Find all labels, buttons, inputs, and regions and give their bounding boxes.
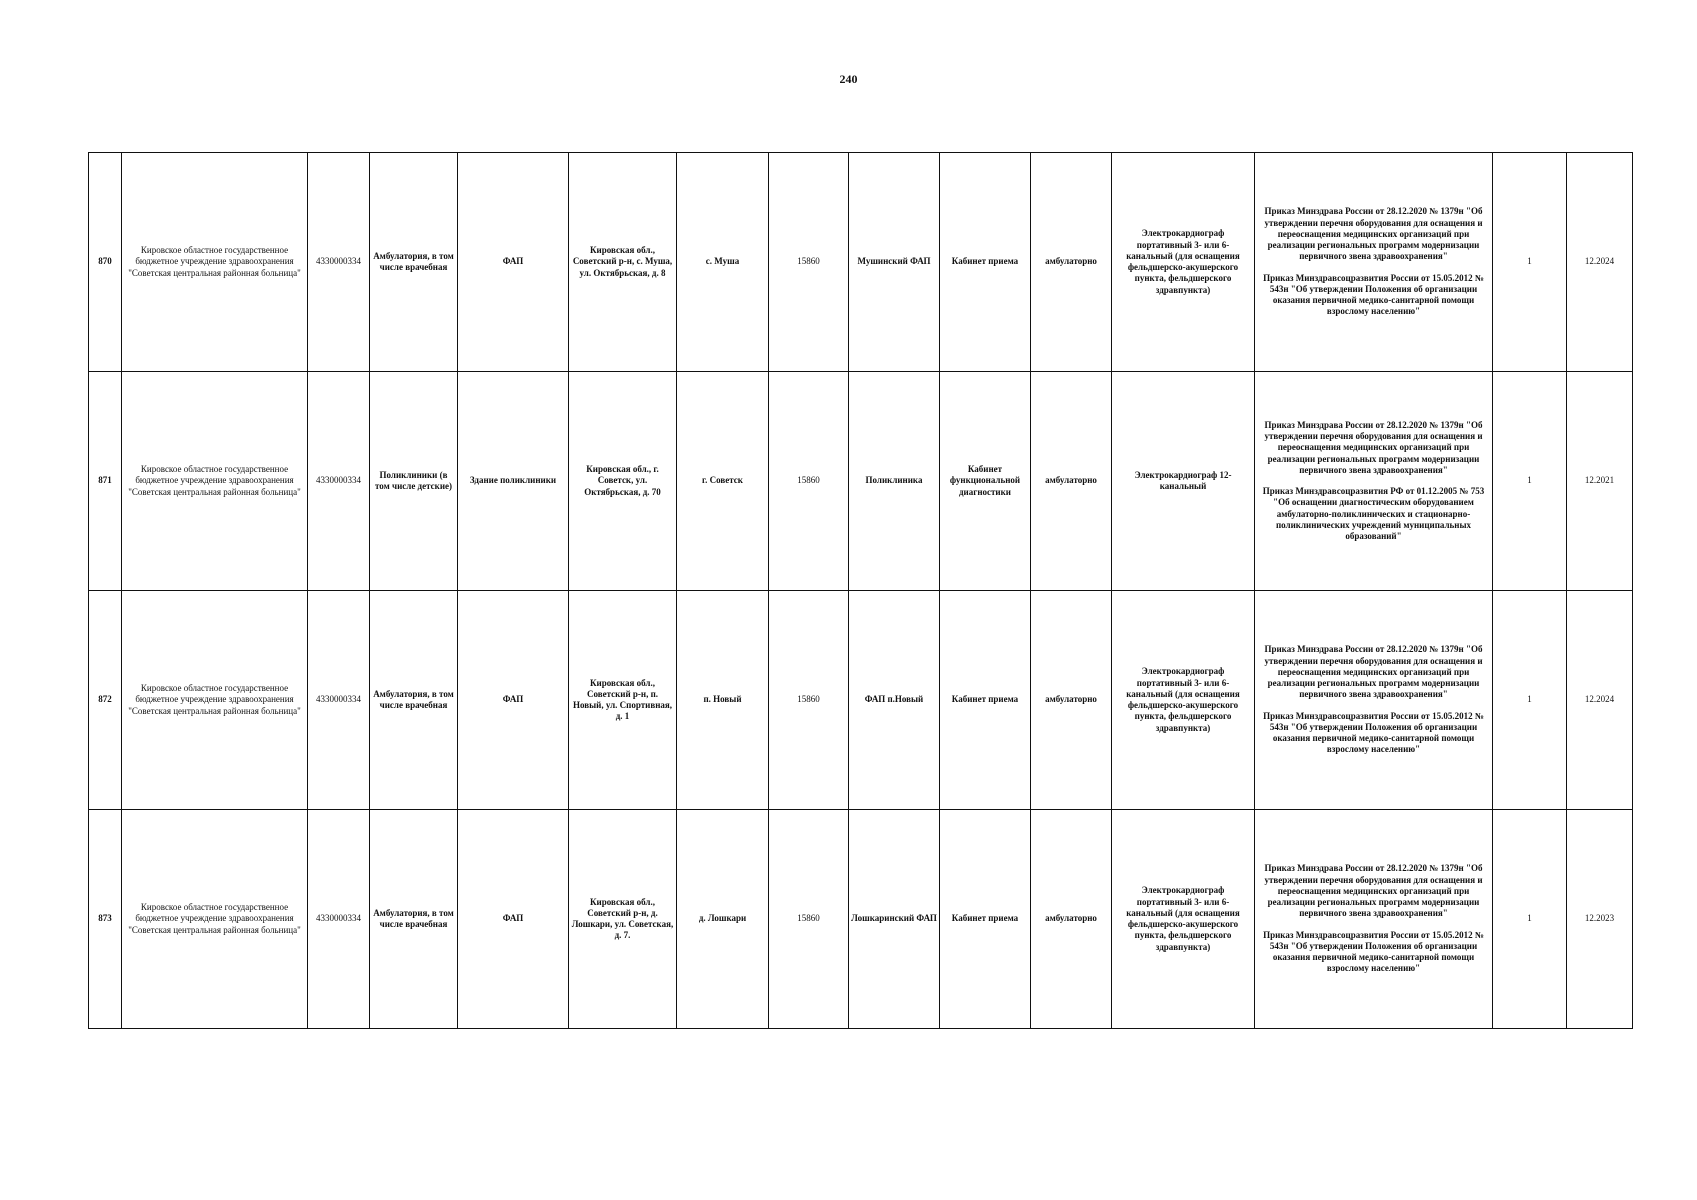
equipment-table	[88, 152, 1633, 1029]
legal-basis-1: Приказ Минздрава России от 28.12.2020 № 1379н "Об утверждении перечня оборудования для оснащения и переоснащения медицинских организаций при реализации региональных программ модернизации первичного звена здравоохранения"	[1264, 206, 1483, 262]
settlement-cell: г. Советск	[677, 372, 769, 591]
population-cell: 15860	[769, 153, 849, 372]
room-cell: Кабинет приема	[940, 153, 1031, 372]
settlement-cell: с. Муша	[677, 153, 769, 372]
date-cell: 12.2021	[1567, 372, 1633, 591]
building-cell: ФАП	[458, 810, 569, 1029]
facility-cell: Лошкаринский ФАП	[849, 810, 940, 1029]
address-cell: Кировская обл., Советский р-н, п. Новый, ул. Спортивная, д. 1	[569, 591, 677, 810]
room-cell: Кабинет функциональной диагностики	[940, 372, 1031, 591]
legal-basis-1: Приказ Минздрава России от 28.12.2020 № 1379н "Об утверждении перечня оборудования для оснащения и переоснащения медицинских организаций при реализации региональных программ модернизации первичного звена здравоохранения"	[1264, 419, 1483, 475]
address-cell: Кировская обл., г. Советск, ул. Октябрьская, д. 70	[569, 372, 677, 591]
division-type-cell: Амбулатория, в том числе врачебная	[370, 153, 458, 372]
inn-cell: 4330000334	[308, 372, 370, 591]
organization-cell: Кировское областное государственное бюджетное учреждение здравоохранения "Советская центральная районная больница"	[122, 372, 308, 591]
legal-basis-2: Приказ Минздравсоцразвития России от 15.05.2012 № 543н "Об утверждении Положения об организации оказания первичной медико-санитарной помощи взрослому населению"	[1263, 929, 1484, 974]
facility-cell: Поликлиника	[849, 372, 940, 591]
facility-cell: Мушинский ФАП	[849, 153, 940, 372]
legal-basis-1: Приказ Минздрава России от 28.12.2020 № 1379н "Об утверждении перечня оборудования для оснащения и переоснащения медицинских организаций при реализации региональных программ модернизации первичного звена здравоохранения"	[1264, 863, 1483, 919]
date-cell: 12.2024	[1567, 591, 1633, 810]
legal-basis-2: Приказ Минздравсоцразвития РФ от 01.12.2005 № 753 "Об оснащении диагностическим оборудованием амбулаторно-поликлинических и стационарно-поликлинических учреждений муниципальных образований"	[1262, 486, 1485, 541]
building-cell: ФАП	[458, 153, 569, 372]
inn-cell: 4330000334	[308, 153, 370, 372]
quantity-cell: 1	[1493, 810, 1567, 1029]
address-cell: Кировская обл., Советский р-н, с. Муша, ул. Октябрьская, д. 8	[569, 153, 677, 372]
table-row	[89, 153, 1633, 372]
care-condition-cell: амбулаторно	[1031, 810, 1112, 1029]
legal-basis-cell	[1255, 591, 1493, 810]
row-number: 871	[89, 372, 122, 591]
legal-basis-cell	[1255, 810, 1493, 1029]
equipment-cell: Электрокардиограф 12-канальный	[1112, 372, 1255, 591]
row-number: 873	[89, 810, 122, 1029]
division-type-cell: Поликлиники (в том числе детские)	[370, 372, 458, 591]
equipment-cell: Электрокардиограф портативный 3- или 6-канальный (для оснащения фельдшерско-акушерского пункта, фельдшерского здравпункта)	[1112, 153, 1255, 372]
population-cell: 15860	[769, 591, 849, 810]
care-condition-cell: амбулаторно	[1031, 591, 1112, 810]
table-row	[89, 372, 1633, 591]
room-cell: Кабинет приема	[940, 591, 1031, 810]
row-number: 870	[89, 153, 122, 372]
building-cell: Здание поликлиники	[458, 372, 569, 591]
quantity-cell: 1	[1493, 153, 1567, 372]
settlement-cell: п. Новый	[677, 591, 769, 810]
quantity-cell: 1	[1493, 372, 1567, 591]
building-cell: ФАП	[458, 591, 569, 810]
address-cell: Кировская обл., Советский р-н, д. Лошкари, ул. Советская, д. 7.	[569, 810, 677, 1029]
quantity-cell: 1	[1493, 591, 1567, 810]
legal-basis-cell	[1255, 153, 1493, 372]
organization-cell: Кировское областное государственное бюджетное учреждение здравоохранения "Советская центральная районная больница"	[122, 810, 308, 1029]
division-type-cell: Амбулатория, в том числе врачебная	[370, 810, 458, 1029]
row-number: 872	[89, 591, 122, 810]
legal-basis-2: Приказ Минздравсоцразвития России от 15.05.2012 № 543н "Об утверждении Положения об организации оказания первичной медико-санитарной помощи взрослому населению"	[1263, 710, 1484, 755]
table-row	[89, 810, 1633, 1029]
equipment-cell: Электрокардиограф портативный 3- или 6-канальный (для оснащения фельдшерско-акушерского пункта, фельдшерского здравпункта)	[1112, 591, 1255, 810]
settlement-cell: д. Лошкари	[677, 810, 769, 1029]
equipment-cell: Электрокардиограф портативный 3- или 6-канальный (для оснащения фельдшерско-акушерского пункта, фельдшерского здравпункта)	[1112, 810, 1255, 1029]
inn-cell: 4330000334	[308, 591, 370, 810]
facility-cell: ФАП п.Новый	[849, 591, 940, 810]
inn-cell: 4330000334	[308, 810, 370, 1029]
population-cell: 15860	[769, 372, 849, 591]
date-cell: 12.2024	[1567, 153, 1633, 372]
organization-cell: Кировское областное государственное бюджетное учреждение здравоохранения "Советская центральная районная больница"	[122, 591, 308, 810]
legal-basis-cell	[1255, 372, 1493, 591]
care-condition-cell: амбулаторно	[1031, 372, 1112, 591]
population-cell: 15860	[769, 810, 849, 1029]
room-cell: Кабинет приема	[940, 810, 1031, 1029]
page-number: 240	[839, 72, 858, 86]
legal-basis-2: Приказ Минздравсоцразвития России от 15.05.2012 № 543н "Об утверждении Положения об организации оказания первичной медико-санитарной помощи взрослому населению"	[1263, 272, 1484, 317]
table-row	[89, 591, 1633, 810]
organization-cell: Кировское областное государственное бюджетное учреждение здравоохранения "Советская центральная районная больница"	[122, 153, 308, 372]
legal-basis-1: Приказ Минздрава России от 28.12.2020 № 1379н "Об утверждении перечня оборудования для оснащения и переоснащения медицинских организаций при реализации региональных программ модернизации первичного звена здравоохранения"	[1264, 644, 1483, 700]
date-cell: 12.2023	[1567, 810, 1633, 1029]
care-condition-cell: амбулаторно	[1031, 153, 1112, 372]
division-type-cell: Амбулатория, в том числе врачебная	[370, 591, 458, 810]
